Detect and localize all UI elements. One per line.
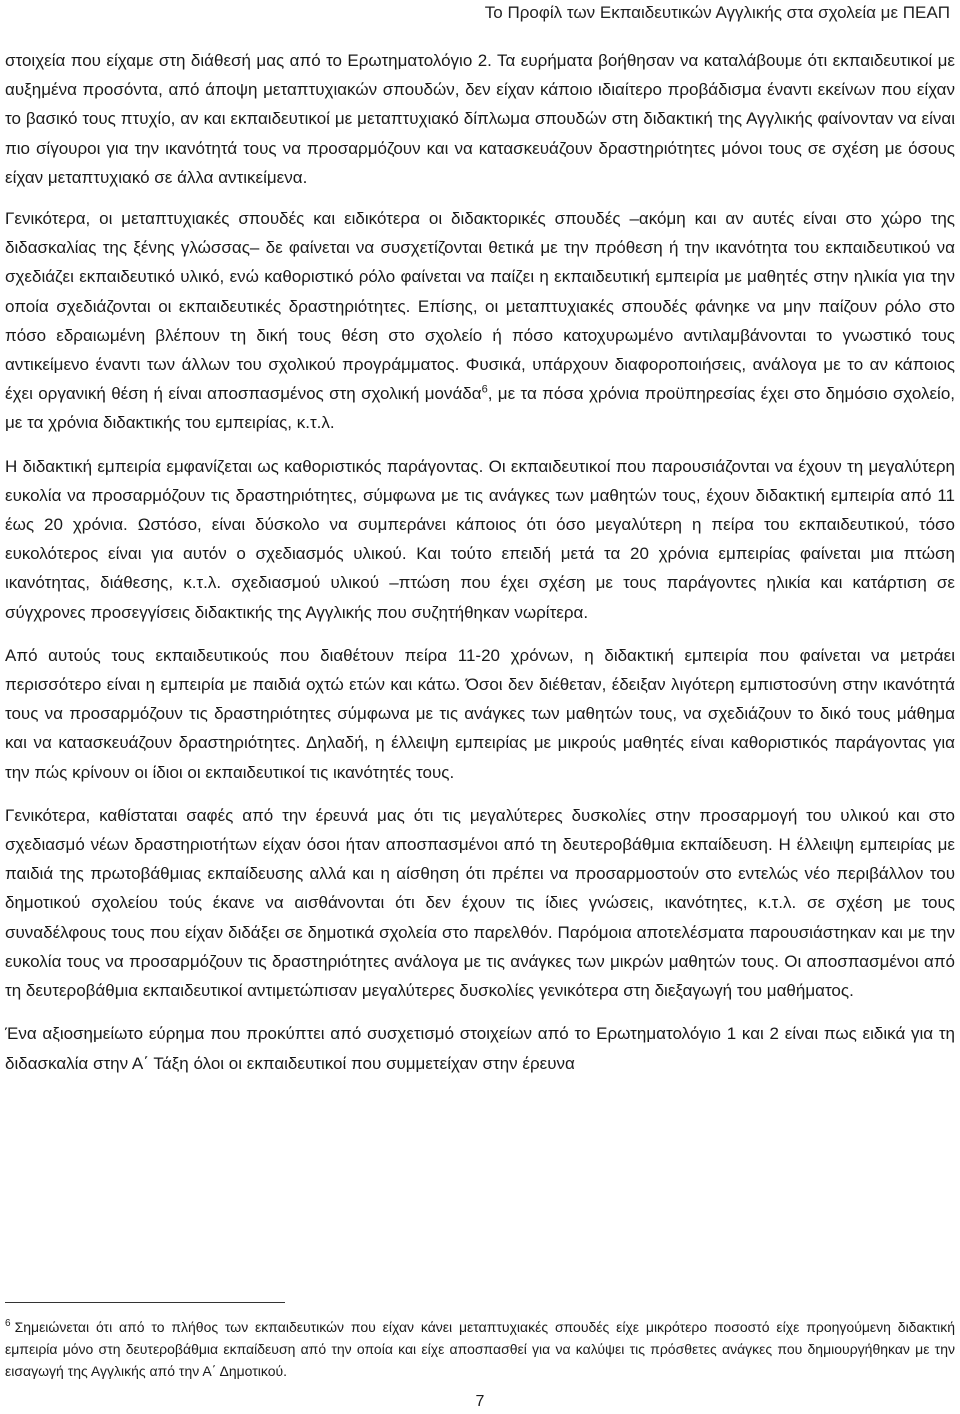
paragraph (5, 452, 955, 627)
paragraph-text-continued: , με τα πόσα χρόνια προϋπηρεσίας έχει στο δημόσιο σχολείο, με τα χρόνια διδακτικής του εμπειρίας, κ.τ.λ. (5, 384, 955, 433)
paragraph (5, 204, 955, 438)
paragraph (5, 1019, 955, 1077)
page-number: 7 (475, 1393, 485, 1410)
body-text (5, 46, 955, 1092)
paragraph (5, 641, 955, 787)
paragraph-text: Από αυτούς τους εκπαιδευτικούς που διαθέτουν πείρα 11-20 χρόνων, η διδακτική εμπειρία που φαίνεται να μετράει περισσότερο είναι η εμπειρία με παιδιά οχτώ ετών και κάτω. Όσοι δεν διέθεταν, έδειξαν λιγότερη εμπιστοσύνη στην ικανότητά τους να προσαρμόζουν τις δραστηριότητες σύμφωνα με τις ανάγκες των μαθητών τους, να σχεδιάζουν το δικό τους μάθημα και να κατασκευάζουν δραστηριότητες. Δηλαδή, η έλλειψη εμπειρίας με μικρούς μαθητές είναι καθοριστικός παράγοντας για την πώς κρίνουν οι ίδιοι οι εκπαιδευτικοί τις ικανότητές τους. (5, 645, 955, 782)
paragraph-text: Γενικότερα, καθίσταται σαφές από την έρευνά μας ότι τις μεγαλύτερες δυσκολίες στην προσαρμογή του υλικού και στο σχεδιασμό νέων δραστηριοτήτων είχαν όσοι ήταν αποσπασμένοι από τη δευτεροβάθμια εκπαίδευση. Η έλλειψη εμπειρίας με παιδιά της πρωτοβάθμιας εκπαίδευσης αλλά και η αίσθηση ότι πρέπει να προσαρμοστούν στο εντελώς νέο περιβάλλον του δημοτικού σχολείου τούς έκανε να αισθάνονται ότι δεν έχουν τις ίδιες γνώσεις, ικανότητες, κ.τ.λ. σε σχέση με τους συναδέλφους τους που είχαν διδάξει σε δημοτικά σχολεία στο παρελθόν. Παρόμοια αποτελέσματα παρουσιάστηκαν και με την ευκολία τους να προσαρμόζουν τις δραστηριότητες ανάλογα με τις ανάγκες των μικρών μαθητών τους. Οι αποσπασμένοι από τη δευτεροβάθμια εκπαιδευτικοί αντιμετώπισαν μεγαλύτερες δυσκολίες γενικότερα στη διεξαγωγή του μαθήματος. (5, 805, 955, 1001)
footnote-reference[interactable]: 6 (481, 383, 488, 396)
paragraph-text: Η διδακτική εμπειρία εμφανίζεται ως καθοριστικός παράγοντας. Οι εκπαιδευτικοί που παρουσιάζονται να έχουν τη μεγαλύτερη ευκολία να προσαρμόζουν τις δραστηριότητες, σύμφωνα με τις ανάγκες των μαθητών τους, έχουν διδακτική εμπειρία από 11 έως 20 χρόνια. Ωστόσο, είναι δύσκολο να συμπεράνει κάποιος ότι όσο μεγαλύτερη η πείρα του εκπαιδευτικού, τόσο ευκολότερος είναι για αυτόν ο σχεδιασμός υλικού. Και τούτο επειδή μετά τα 20 χρόνια εμπειρίας φαίνεται μια πτώση ικανότητας, διάθεσης, κ.τ.λ. σχεδιασμού υλικού –πτώση που έχει σχέση με τους παράγοντες ηλικία και κατάρτιση σε σύγχρονες προσεγγίσεις διδακτικής της Αγγλικής που συζητήθηκαν νωρίτερα. (5, 456, 955, 622)
paragraph-text: στοιχεία που είχαμε στη διάθεσή μας από το Ερωτηματολόγιο 2. Τα ευρήματα βοήθησαν να καταλάβουμε ότι εκπαιδευτικοί με αυξημένα προσόντα, από άποψη μεταπτυχιακών σπουδών, δεν είχαν κάποιο ιδιαίτερο προβάδισμα έναντι εκείνων που είχαν το βασικό τους πτυχίο, αν και εκπαιδευτικοί με μεταπτυχιακό δίπλωμα σπουδών στη διδακτική της Αγγλικής φαίνονταν να είναι πιο σίγουροι για την ικανότητά τους να προσαρμόζουν και να κατασκευάζουν δραστηριότητες μόνοι τους σε σχέση με όσους είχαν μεταπτυχιακό σε άλλα αντικείμενα. (5, 51, 955, 187)
footnote-separator (5, 1302, 285, 1303)
paragraph (5, 801, 955, 1005)
footnote-number: 6 (5, 1318, 11, 1330)
footnote (5, 1316, 955, 1382)
paragraph (5, 46, 955, 192)
paragraph-text: Γενικότερα, οι μεταπτυχιακές σπουδές και ειδικότερα οι διδακτορικές σπουδές –ακόμη και αν αυτές είναι στο χώρο της διδασκαλίας της ξένης γλώσσας– δε φαίνεται να συσχετίζονται θετικά με την πρόθεση ή την ικανότητα του εκπαιδευτικού να σχεδιάζει εκπαιδευτικό υλικό, ενώ καθοριστικό ρόλο φαίνεται να παίζει η εκπαιδευτική εμπειρία με μαθητές στην ηλικία για την οποία σχεδιάζονται οι εκπαιδευτικές δραστηριότητες. Επίσης, οι μεταπτυχιακές σπουδές φάνηκε να μην παίζουν ρόλο στο πόσο εδραιωμένη βλέπουν τη δική τους θέση στο σχολείο ή πόσο κατοχυρωμένο αντιλαμβάνονται το γνωστικό τους αντικείμενο έναντι των άλλων του σχολικού προγράμματος. Φυσικά, υπάρχουν διαφοροποιήσεις, ανάλογα με το αν κάποιος έχει οργανική θέση ή είναι αποσπασμένος στη σχολική μονάδα (5, 209, 955, 404)
running-header: Το Προφίλ των Εκπαιδευτικών Αγγλικής στα σχολεία με ΠΕΑΠ (484, 3, 950, 22)
paragraph-text: Ένα αξιοσημείωτο εύρημα που προκύπτει από συσχετισμό στοιχείων από το Ερωτηματολόγιο 1 και 2 είναι πως ειδικά για τη διδασκαλία στην Α΄ Τάξη όλοι οι εκπαιδευτικοί που συμμετείχαν στην έρευνα (5, 1024, 955, 1073)
footnote-text: Σημειώνεται ότι από το πλήθος των εκπαιδευτικών που είχαν κάνει μεταπτυχιακές σπουδές είχε μικρότερο ποσοστό είχε προηγούμενη διδακτική εμπειρία μόνο στη δευτεροβάθμια εκπαίδευση από την οποία και είχε αποσπασθεί για να καλύψει τις πρόσθετες ανάγκες που δημιουργήθηκαν με την εισαγωγή της Αγγλικής από την Α΄ Δημοτικού. (5, 1319, 955, 1379)
